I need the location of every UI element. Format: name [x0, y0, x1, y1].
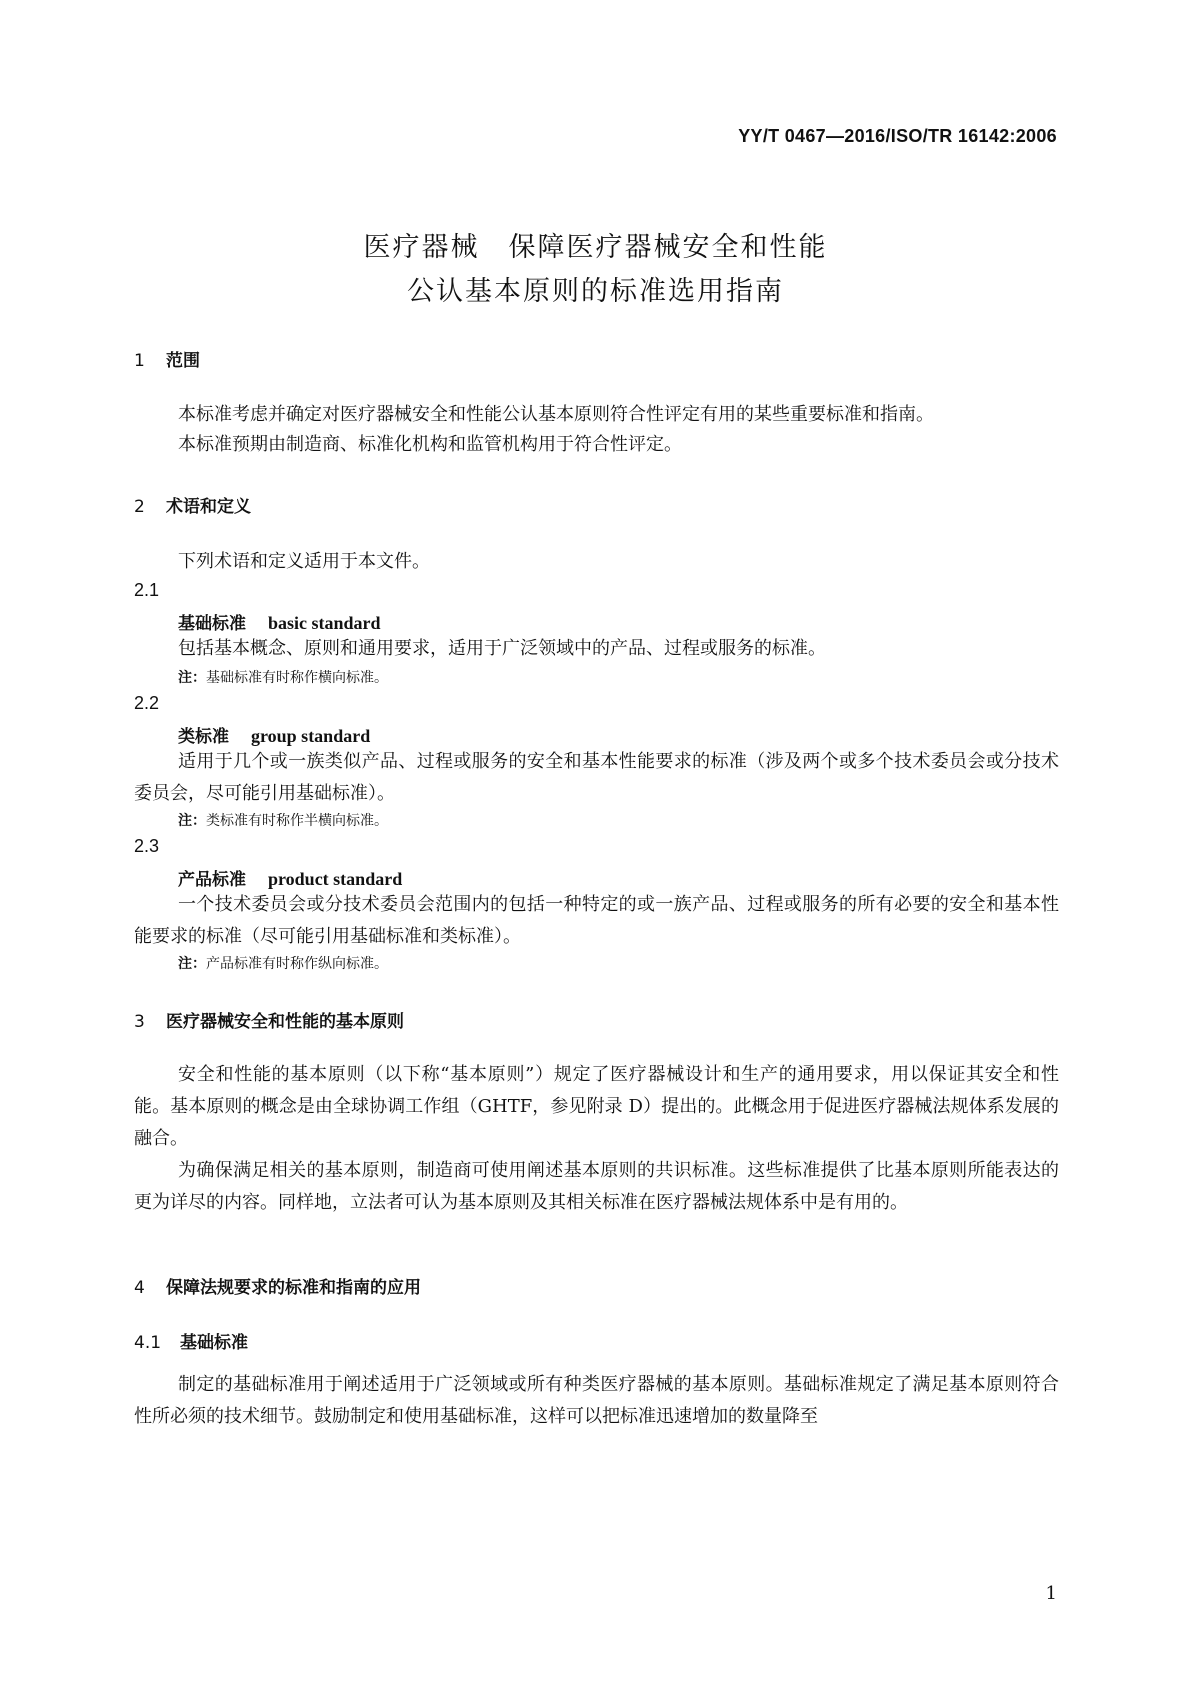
term-definition: 适用于几个或一族类似产品、过程或服务的安全和基本性能要求的标准（涉及两个或多个技术委员会或分技术委员会，尽可能引用基础标准）。 [134, 751, 1059, 804]
subsection-title: 基础标准 [180, 1333, 248, 1353]
section-2-heading [134, 492, 251, 517]
term-definition: 一个技术委员会或分技术委员会范围内的包括一种特定的或一族产品、过程或服务的所有必要的安全和基本性能要求的标准（尽可能引用基础标准和类标准）。 [134, 894, 1059, 947]
term-note [178, 667, 388, 687]
note-text: 基础标准有时称作横向标准。 [206, 670, 388, 686]
note-text: 产品标准有时称作纵向标准。 [206, 956, 388, 972]
section-1-paragraph-1: 本标准考虑并确定对医疗器械安全和性能公认基本原则符合性评定有用的某些重要标准和指南。 [178, 404, 934, 425]
term-en: product standard [268, 869, 403, 889]
term-note [178, 953, 388, 973]
section-number: 2 [134, 497, 145, 517]
term-heading [178, 609, 381, 634]
standard-code: YY/T 0467—2016/ISO/TR 16142:2006 [738, 126, 1057, 146]
section-3-paragraph-2: 为确保满足相关的基本原则，制造商可使用阐述基本原则的共识标准。这些标准提供了比基本原则所能表达的更为详尽的内容。同样地，立法者可认为基本原则及其相关标准在医疗器械法规体系中是有用的。 [134, 1160, 1059, 1213]
term-number: 2.3 [134, 836, 160, 856]
section-4-heading [134, 1273, 421, 1298]
note-label: 注： [178, 813, 206, 829]
term-heading [178, 865, 402, 890]
term-zh: 类标准 [178, 727, 229, 747]
note-text: 类标准有时称作半横向标准。 [206, 813, 388, 829]
section-4-1-paragraph-1: 制定的基础标准用于阐述适用于广泛领域或所有种类医疗器械的基本原则。基础标准规定了满足基本原则符合性所必须的技术细节。鼓励制定和使用基础标准，这样可以把标准迅速增加的数量降至 [134, 1374, 1059, 1427]
section-title: 医疗器械安全和性能的基本原则 [166, 1012, 404, 1032]
term-note [178, 810, 388, 830]
term-zh: 产品标准 [178, 870, 246, 890]
term-en: group standard [251, 726, 371, 746]
section-title: 术语和定义 [166, 497, 251, 517]
section-title: 保障法规要求的标准和指南的应用 [166, 1278, 421, 1298]
document-title [0, 226, 1191, 314]
title-line-1: 医疗器械 保障医疗器械安全和性能 [363, 232, 828, 263]
section-1-paragraph-2: 本标准预期由制造商、标准化机构和监管机构用于符合性评定。 [178, 434, 682, 455]
page-number: 1 [1045, 1583, 1057, 1604]
section-number: 3 [134, 1012, 145, 1032]
term-heading [178, 722, 370, 747]
term-definition: 包括基本概念、原则和通用要求，适用于广泛领域中的产品、过程或服务的标准。 [178, 638, 826, 659]
section-3-paragraph-1: 安全和性能的基本原则（以下称“基本原则”）规定了医疗器械设计和生产的通用要求，用以保证其安全和性能。基本原则的概念是由全球协调工作组（GHTF，参见附录 D）提出的。此概念用于促进医疗器械法规体系发展的融合。 [134, 1064, 1059, 1149]
section-2-intro: 下列术语和定义适用于本文件。 [178, 551, 430, 572]
term-zh: 基础标准 [178, 614, 246, 634]
note-label: 注： [178, 956, 206, 972]
term-number: 2.2 [134, 693, 160, 713]
section-number: 4 [134, 1278, 145, 1298]
subsection-number: 4.1 [134, 1333, 162, 1353]
note-label: 注： [178, 670, 206, 686]
section-4-1-heading [134, 1328, 248, 1353]
section-1-heading [134, 346, 200, 371]
term-number: 2.1 [134, 580, 160, 600]
section-number: 1 [134, 351, 145, 371]
title-line-2: 公认基本原则的标准选用指南 [407, 276, 784, 307]
term-en: basic standard [268, 613, 381, 633]
section-title: 范围 [166, 351, 200, 371]
section-3-heading [134, 1007, 404, 1032]
